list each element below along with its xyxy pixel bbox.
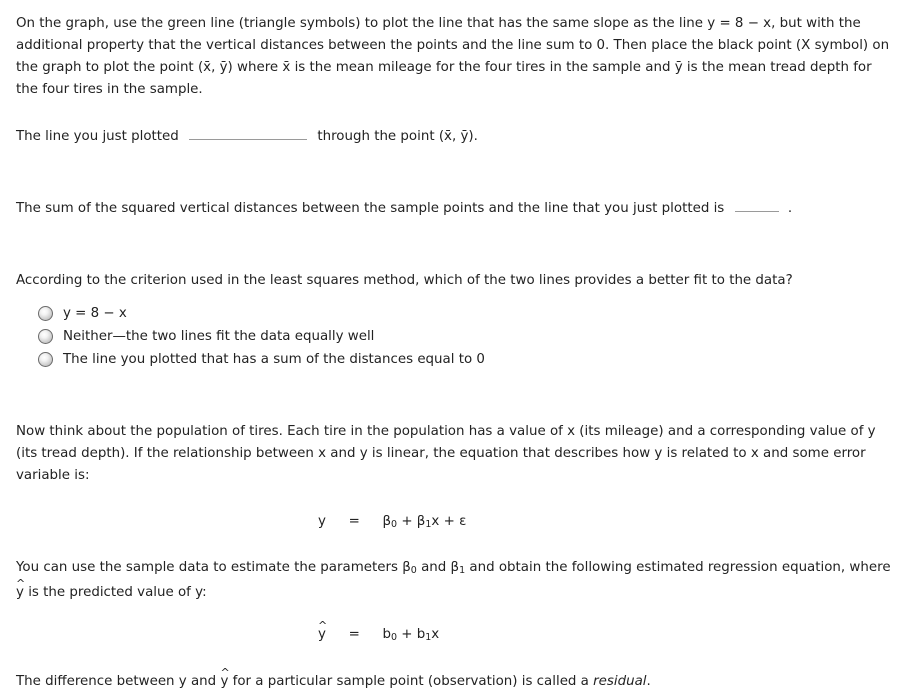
- eq1-lhs: y: [318, 514, 326, 529]
- eq2-equals: =: [348, 627, 360, 642]
- eq1-epsilon: ε: [459, 514, 467, 529]
- estimate-text-1: You can use the sample data to estimate the parameters β: [16, 560, 411, 575]
- q3-option-1-radio[interactable]: [38, 306, 53, 321]
- estimate-text-2: and β: [416, 560, 460, 575]
- q1-answer-dropdown[interactable]: [189, 127, 307, 140]
- eq2-b0: b: [382, 627, 391, 642]
- residual-term: residual: [593, 674, 647, 689]
- q3-option-3-label[interactable]: The line you plotted that has a sum of the distances equal to 0: [63, 352, 485, 367]
- estimate-sub-0: 0: [410, 565, 417, 576]
- estimate-text-3: and obtain the following estimated regression equation, where: [465, 560, 891, 575]
- eq1-plus-1: +: [397, 514, 417, 529]
- eq1-x: x: [431, 514, 440, 529]
- estimate-paragraph: [16, 557, 896, 604]
- residual-text-3: .: [646, 674, 651, 689]
- q3-option-1-label[interactable]: y = 8 − x: [63, 306, 127, 321]
- q2-answer-input[interactable]: [735, 199, 779, 212]
- eq1-beta1-sub: 1: [425, 519, 432, 530]
- population-paragraph: Now think about the population of tires. Each tire in the population has a value of x (its mileage) and a corresponding value of y (its tread depth). If the relationship between x and y is linear, the equation that describes how y is related to x and some error variable is:: [16, 424, 876, 483]
- residual-y-hat: ^ y: [220, 671, 228, 693]
- residual-text-2: for a particular sample point (observation) is called a: [228, 674, 594, 689]
- q2-text: The sum of the squared vertical distances between the sample points and the line that you just plotted is: [16, 201, 725, 216]
- q3-option-3-radio[interactable]: [38, 352, 53, 367]
- eq1-equals: =: [348, 514, 360, 529]
- estimate-text-4: is the predicted value of y:: [23, 585, 207, 600]
- population-equation: [318, 512, 466, 535]
- eq2-b1-sub: 1: [425, 632, 432, 643]
- q3-option-2-radio[interactable]: [38, 329, 53, 344]
- q2-sentence: [16, 198, 896, 220]
- intro-paragraph: On the graph, use the green line (triangle symbols) to plot the line that has the same slope as the line y = 8 − x, but with the additional property that the vertical distances between the points and the line sum to 0. Then place the black point (X symbol) on the graph to plot the point (x̄, ȳ) where x̄ is the mean mileage for the four tires in the sample and ȳ is the mean tread depth for the four tires in the sample.: [16, 16, 890, 97]
- eq2-x: x: [431, 627, 440, 642]
- q3-question: According to the criterion used in the least squares method, which of the two lines provides a better fit to the data?: [16, 273, 793, 288]
- eq1-beta0: β: [382, 514, 392, 529]
- residual-text-1: The difference between y and: [16, 674, 221, 689]
- estimate-sub-1: 1: [459, 565, 466, 576]
- eq2-lhs-yhat: ^ y: [318, 625, 326, 645]
- estimate-y-hat: ^ y: [16, 582, 24, 604]
- q1-before-text: The line you just plotted: [16, 129, 179, 144]
- eq1-beta0-sub: 0: [391, 519, 398, 530]
- eq2-b0-sub: 0: [390, 632, 398, 643]
- eq1-plus-2: +: [439, 514, 460, 529]
- eq1-beta1: β: [416, 514, 426, 529]
- q1-after-text: through the point (x̄, ȳ).: [317, 129, 478, 144]
- eq2-b1: b: [416, 627, 426, 642]
- eq2-plus: +: [397, 627, 417, 642]
- q2-period: .: [787, 201, 793, 216]
- estimated-regression-equation: [318, 625, 439, 648]
- residual-paragraph: [16, 671, 896, 693]
- q3-option-2-label[interactable]: Neither—the two lines fit the data equally well: [63, 329, 375, 344]
- q1-sentence: [16, 126, 896, 148]
